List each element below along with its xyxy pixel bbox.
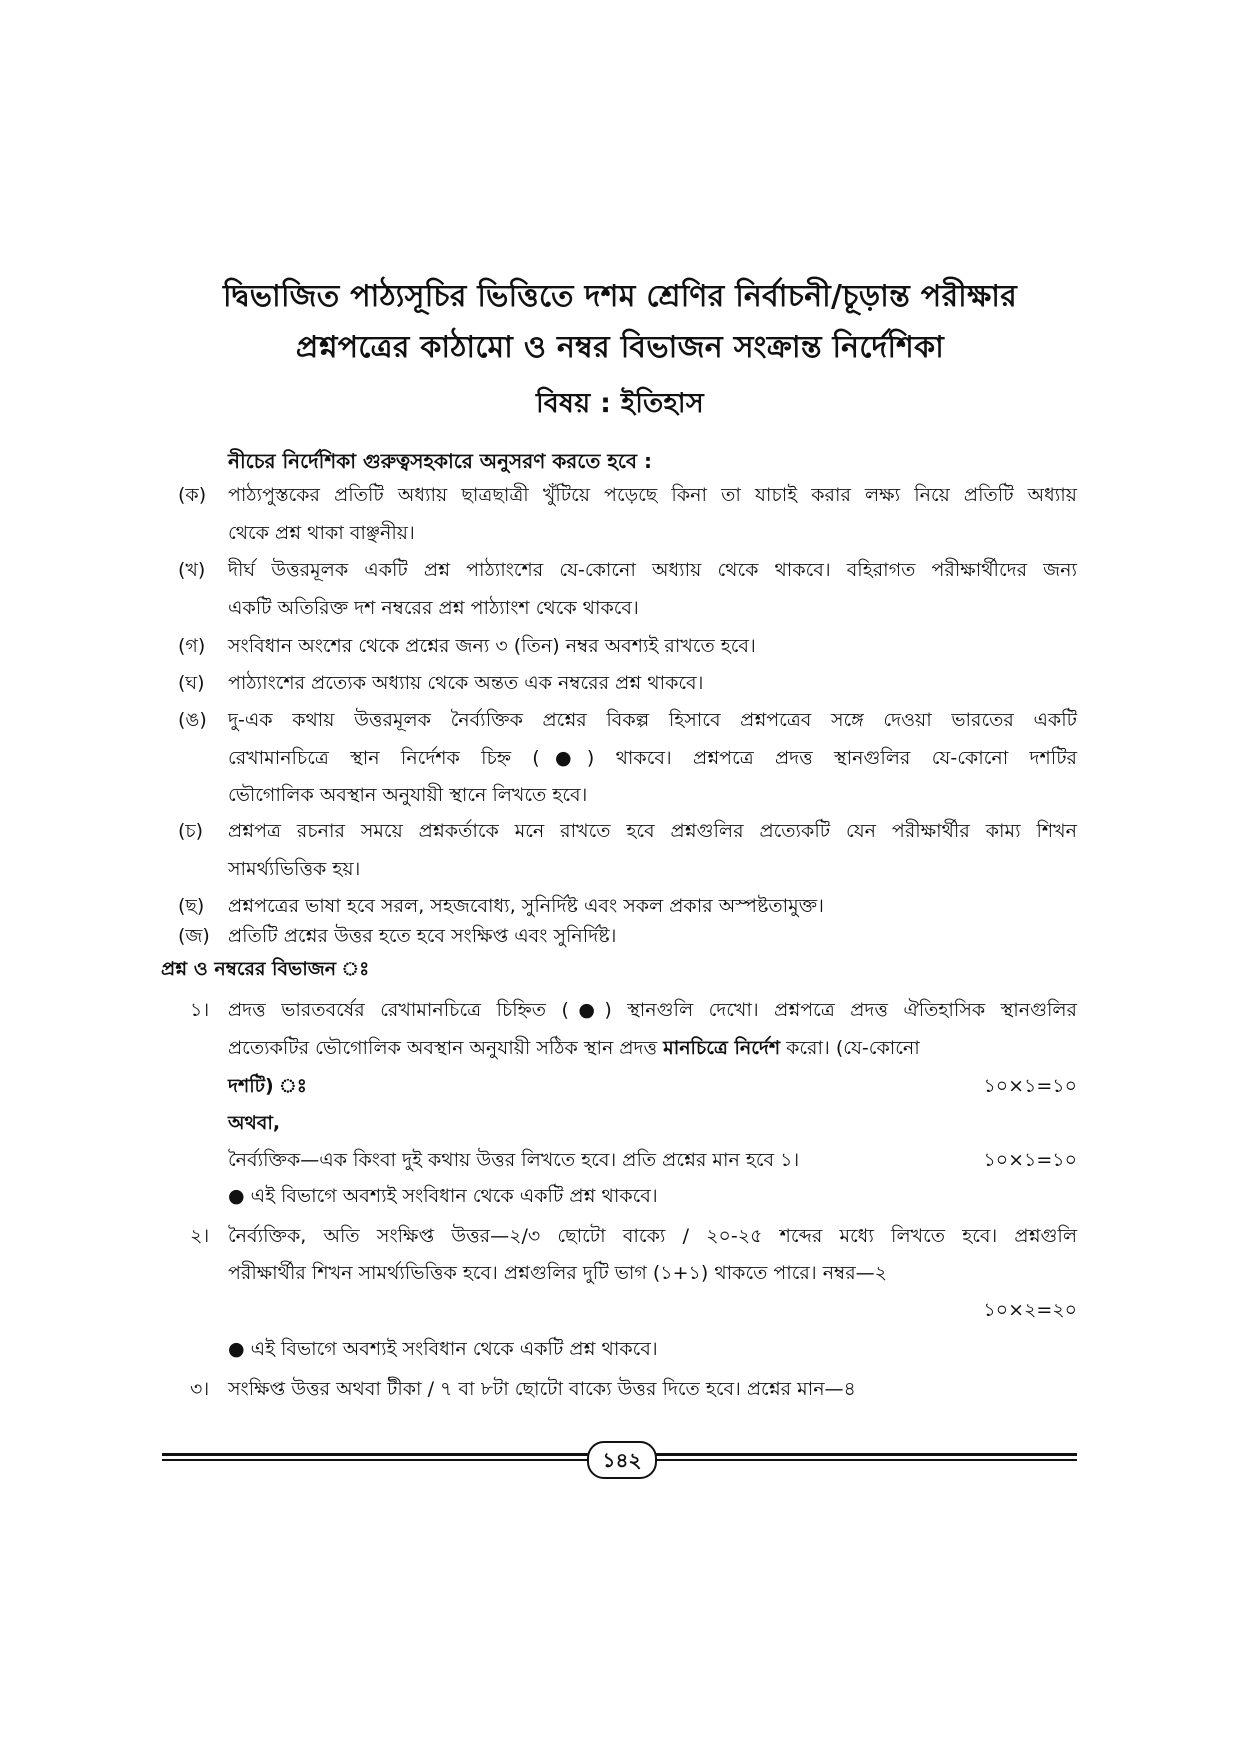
guideline-marker: (খ) <box>178 559 206 581</box>
guideline-text: প্রতিটি প্রশ্নের উত্তর হতে হবে সংক্ষিপ্ত এবং সুনির্দিষ্ট। <box>228 925 617 947</box>
section-title: প্রশ্ন ও নম্বরের বিভাজন ঃ <box>161 958 370 980</box>
question-text: নৈর্ব্যক্তিক, অতি সংক্ষিপ্ত উত্তর—২/৩ ছোটো বাক্যে / ২০-২৫ শব্দের মধ্যে লিখতে হবে। প্রশ্নগুলি <box>228 1225 1077 1247</box>
guideline-text: পাঠ্যাংশের প্রত্যেক অধ্যায় থেকে অন্তত এক নম্বরের প্রশ্ন থাকবে। <box>228 672 704 694</box>
question-text: নৈর্ব্যক্তিক—এক কিংবা দুই কথায় উত্তর লিখতে হবে। প্রতি প্রশ্নের মান হবে ১। <box>228 1149 800 1171</box>
guideline-text: সামর্থ্যভিত্তিক হয়। <box>228 858 361 880</box>
or-label: অথবা, <box>228 1112 281 1134</box>
question-number: ৩। <box>190 1378 210 1400</box>
guideline-text: দীর্ঘ উত্তরমূলক একটি প্রশ্ন পাঠ্যাংশের যে-কোনো অধ্যায় থেকে থাকবে। বহিরাগত পরীক্ষার্থীদের জন্য <box>228 559 1077 581</box>
question-text-part: করো। (যে-কোনো <box>786 1037 920 1059</box>
guideline-marker: (জ) <box>178 925 210 947</box>
guideline-marker: (ঙ) <box>178 709 207 731</box>
guideline-text: থেকে প্রশ্ন থাকা বাঞ্ছনীয়। <box>228 522 415 544</box>
question-text: দশটি) ঃ <box>228 1075 307 1097</box>
guideline-marker: (চ) <box>178 820 204 842</box>
question-note: ● এই বিভাগে অবশ্যই সংবিধান থেকে একটি প্রশ্ন থাকবে। <box>228 1338 658 1360</box>
question-text: পরীক্ষার্থীর শিখন সামর্থ্যভিত্তিক হবে। প্রশ্নগুলির দুটি ভাগ (১+১) থাকতে পারে। নম্বর—২ <box>228 1262 888 1284</box>
guideline-text: প্রশ্নপত্রের ভাষা হবে সরল, সহজবোধ্য, সুনির্দিষ্ট এবং সকল প্রকার অস্পষ্টতামুক্ত। <box>228 895 824 917</box>
guideline-text: সংবিধান অংশের থেকে প্রশ্নের জন্য ৩ (তিন) নম্বর অবশ্যই রাখতে হবে। <box>228 635 756 657</box>
subject-heading: বিষয় : ইতিহাস <box>535 388 705 419</box>
question-note: ● এই বিভাগে অবশ্যই সংবিধান থেকে একটি প্রশ্ন থাকবে। <box>228 1185 658 1207</box>
marks-value: ১০×১=১০ <box>983 1149 1077 1171</box>
guideline-text: রেখামানচিত্রে স্থান নির্দেশক চিহ্ন (●) থাকবে। প্রশ্নপত্রে প্রদত্ত স্থানগুলির যে-কোনো দশটির <box>228 747 1077 769</box>
guideline-marker: (ছ) <box>178 895 205 917</box>
question-text: প্রদত্ত ভারতবর্ষের রেখামানচিত্রে চিহ্নিত (●) স্থানগুলি দেখো। প্রশ্নপত্রে প্রদত্ত ঐতিহাসিক স্থানগুলির <box>228 999 1077 1021</box>
question-number: ২। <box>190 1225 210 1247</box>
guideline-marker: (ক) <box>178 484 207 506</box>
page-title-line-1: দ্বিভাজিত পাঠ্যসূচির ভিত্তিতে দশম শ্রেণির নির্বাচনী/চূড়ান্ত পরীক্ষার <box>222 279 1018 314</box>
marks-value: ১০×১=১০ <box>983 1075 1077 1097</box>
page-title-line-2: প্রশ্নপত্রের কাঠামো ও নম্বর বিভাজন সংক্রান্ত নির্দেশিকা <box>295 330 945 365</box>
guideline-marker: (গ) <box>178 635 206 657</box>
question-text-emphasis: মানচিত্রে নির্দেশ <box>663 1037 781 1059</box>
question-text: সংক্ষিপ্ত উত্তর অথবা টীকা / ৭ বা ৮টা ছোটো বাক্যে উত্তর দিতে হবে। প্রশ্নের মান—৪ <box>228 1378 856 1400</box>
guideline-text: একটি অতিরিক্ত দশ নম্বরের প্রশ্ন পাঠ্যাংশ থেকে থাকবে। <box>228 597 639 619</box>
guideline-marker: (ঘ) <box>178 672 205 694</box>
question-number: ১। <box>190 999 210 1021</box>
marks-value: ১০×২=২০ <box>983 1299 1077 1321</box>
question-text-part: প্রত্যেকটির ভৌগোলিক অবস্থান অনুযায়ী সঠিক স্থান প্রদত্ত <box>228 1037 658 1059</box>
guideline-text: ভৌগোলিক অবস্থান অনুযায়ী স্থানে লিখতে হবে। <box>228 784 588 806</box>
question-text <box>228 1035 1077 1061</box>
guideline-text: পাঠ্যপুস্তকের প্রতিটি অধ্যায় ছাত্রছাত্রী খুঁটিয়ে পড়েছে কিনা তা যাচাই করার লক্ষ্য নিয়ে প্রতিটি অধ্যায় <box>228 484 1077 506</box>
guidelines-intro: নীচের নির্দেশিকা গুরুত্বসহকারে অনুসরণ করতে হবে : <box>228 449 652 473</box>
page-number: ১৪২ <box>587 1441 657 1479</box>
guideline-text: দু-এক কথায় উত্তরমূলক নৈর্ব্যক্তিক প্রশ্নের বিকল্প হিসাবে প্রশ্নপত্রেব সঙ্গে দেওয়া ভারতের একটি <box>228 709 1077 731</box>
guideline-text: প্রশ্নপত্র রচনার সময়ে প্রশ্নকর্তাকে মনে রাখতে হবে প্রশ্নগুলির প্রত্যেকটি যেন পরীক্ষার্থীর কাম্য শিখন <box>228 820 1077 842</box>
